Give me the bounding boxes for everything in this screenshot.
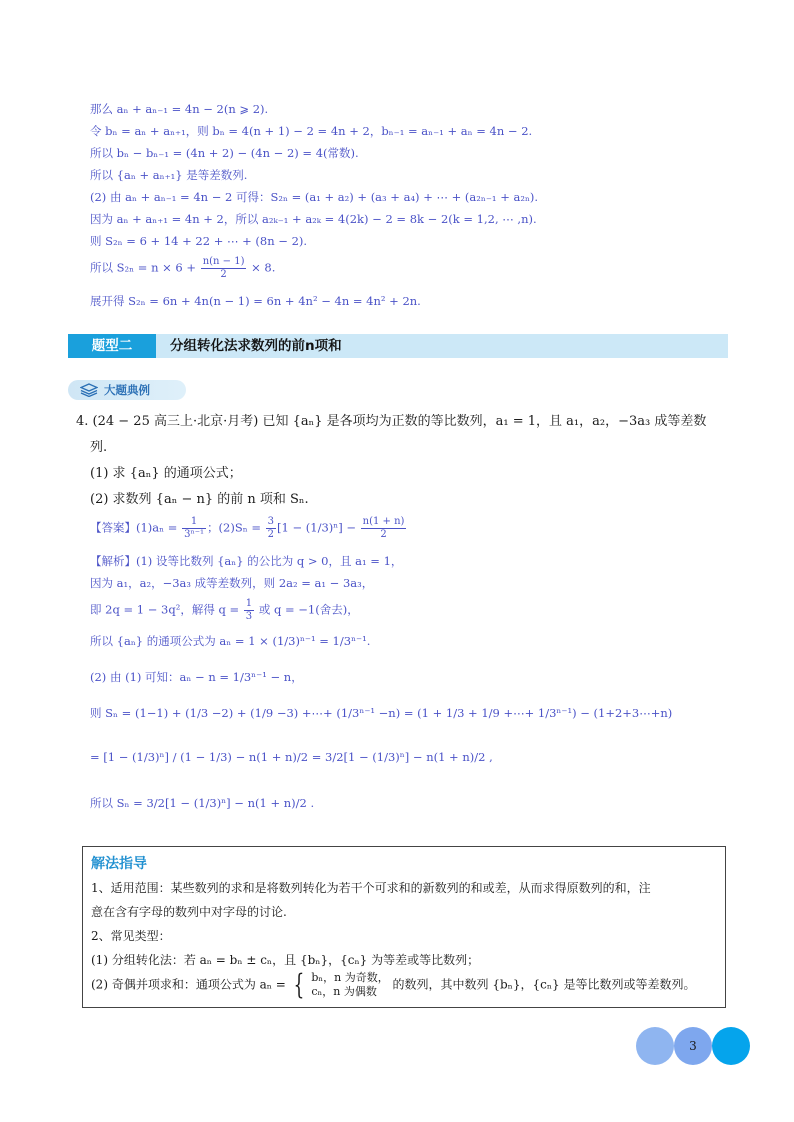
- section-title: 分组转化法求数列的前n项和: [170, 338, 342, 354]
- solution-line-5: (2) 由 aₙ + aₙ₋₁ = 4n − 2 可得：S₂ₙ = (a₁ + a₂) + (a₃ + a₄) + ⋯ + (a₂ₙ₋₁ + a₂ₙ).: [90, 190, 539, 204]
- analysis-line-7: = [1 − (1/3)ⁿ] / (1 − 1/3) − n(1 + n)/2 = 3/2[1 − (1/3)ⁿ] − n(1 + n)/2 ,: [90, 750, 493, 764]
- page-number-badge: [636, 1027, 752, 1067]
- sum-suffix: × 8.: [251, 260, 276, 275]
- analysis-line-6: 则 Sₙ = (1−1) + (1/3 −2) + (1/9 −3) +⋯+ (1/3ⁿ⁻¹ −n) = (1 + 1/3 + 1/9 +⋯+ 1/3ⁿ⁻¹) − (1+2+3⋯+n): [90, 706, 673, 720]
- analysis-prefix: 【解析】: [90, 554, 136, 568]
- analysis-line-4: 所以 {aₙ} 的通项公式为 aₙ = 1 × (1/3)ⁿ⁻¹ = 1/3ⁿ⁻¹.: [90, 634, 371, 648]
- section-label: 题型二: [68, 334, 156, 358]
- guide-l5b: 的数列，其中数列 {bₙ}，{cₙ} 是等比数列或等差数列。: [392, 977, 696, 992]
- page-dot-right: [712, 1027, 750, 1065]
- page-number: 3: [689, 1039, 697, 1053]
- guide-line-4: (1) 分组转化法：若 aₙ = bₙ ± cₙ，且 {bₙ}，{cₙ} 为等差或等比数列；: [91, 953, 480, 967]
- analysis-line-5: (2) 由 (1) 可知：aₙ − n = 1/3ⁿ⁻¹ − n，: [90, 670, 303, 684]
- sum-prefix: 所以 S₂ₙ = n × 6 +: [90, 260, 197, 275]
- solution-line-2: 令 bₙ = aₙ + aₙ₊₁，则 bₙ = 4(n + 1) − 2 = 4n + 2，bₙ₋₁ = aₙ₋₁ + aₙ = 4n − 2.: [90, 124, 533, 138]
- example-tag-label: 大题典例: [104, 383, 150, 397]
- answer-part1: (1)aₙ =: [136, 520, 178, 535]
- answer-frac-2: $\frac{3}{2}$: [267, 516, 275, 540]
- brace: {: [293, 968, 304, 1001]
- analysis-line-3: [90, 598, 359, 623]
- solution-line-6: 因为 aₙ + aₙ₊₁ = 4n + 2，所以 a₂ₖ₋₁ + a₂ₖ = 4(2k) − 2 = 8k − 2(k = 1,2, ⋯ ,n).: [90, 212, 537, 226]
- solution-line-4: 所以 {aₙ + aₙ₊₁} 是等差数列.: [90, 168, 248, 182]
- layers-icon: [80, 383, 98, 397]
- analysis-l3a: 即 2q = 1 − 3q²，解得 q =: [90, 602, 240, 617]
- answer-frac-3: $\frac{n(1 + n)}{2}$: [362, 516, 405, 540]
- problem-question-2: (2) 求数列 {aₙ − n} 的前 n 项和 Sₙ.: [90, 492, 309, 507]
- answer-prefix: 【答案】: [90, 520, 136, 535]
- solution-sum-line: [90, 256, 275, 281]
- analysis-line-8: 所以 Sₙ = 3/2[1 − (1/3)ⁿ] − n(1 + n)/2 .: [90, 796, 315, 810]
- answer-part2: ；(2)Sₙ =: [207, 520, 261, 535]
- page-dot-left: [636, 1027, 674, 1065]
- guide-l5a: (2) 奇偶并项求和：通项公式为 aₙ =: [91, 977, 286, 992]
- method-guide-title: 解法指导: [91, 856, 147, 872]
- analysis-line-1: [90, 556, 402, 568]
- analysis-l3b: 或 q = −1(舍去)，: [258, 602, 359, 617]
- section-header: [68, 334, 728, 358]
- solution-line-7: 则 S₂ₙ = 6 + 14 + 22 + ⋯ + (8n − 2).: [90, 234, 308, 248]
- guide-line-3: 2、常见类型：: [91, 929, 171, 943]
- analysis-line-2: 因为 a₁，a₂，−3a₃ 成等差数列，则 2a₂ = a₁ − 3a₃，: [90, 576, 374, 590]
- sum-fraction: $\frac{n(n - 1)}{2}$: [202, 256, 245, 280]
- case-odd: bₙ，n 为奇数，: [311, 971, 389, 984]
- solution-expand-line: 展开得 S₂ₙ = 6n + 4n(n − 1) = 6n + 4n² − 4n = 4n² + 2n.: [90, 294, 421, 308]
- guide-line-1: 1、适用范围：某些数列的求和是将数列转化为若干个可求和的新数列的和或差，从而求得原数列的和，注: [91, 881, 651, 895]
- example-tag: [68, 380, 186, 400]
- answer-frac-1: $\frac{1}{\text{3ⁿ⁻¹}}$: [184, 516, 205, 540]
- method-guide-box: [82, 846, 726, 1008]
- solution-line-3: 所以 bₙ − bₙ₋₁ = (4n + 2) − (4n − 2) = 4(常数).: [90, 146, 359, 160]
- solution-line-1: 那么 aₙ + aₙ₋₁ = 4n − 2(n ⩾ 2).: [90, 102, 269, 116]
- problem-question-1: (1) 求 {aₙ} 的通项公式；: [90, 466, 242, 481]
- guide-line-5: [91, 968, 696, 1001]
- analysis-l1: (1) 设等比数列 {aₙ} 的公比为 q > 0，且 a₁ = 1，: [136, 554, 403, 568]
- problem-line-2: 列.: [90, 440, 108, 455]
- answer-part3: [1 − (1/3)ⁿ] −: [277, 520, 357, 535]
- case-even: cₙ，n 为偶数: [311, 985, 377, 998]
- guide-line-2: 意在含有字母的数列中对字母的讨论.: [91, 905, 287, 919]
- cases: [311, 971, 388, 999]
- answer-line: [90, 516, 407, 541]
- q-fraction: $\frac{1}{3}$: [245, 598, 253, 622]
- problem-line-1: 4. (24 − 25 高三上·北京·月考) 已知 {aₙ} 是各项均为正数的等比数列，a₁ = 1，且 a₁，a₂，−3a₃ 成等差数: [76, 414, 707, 429]
